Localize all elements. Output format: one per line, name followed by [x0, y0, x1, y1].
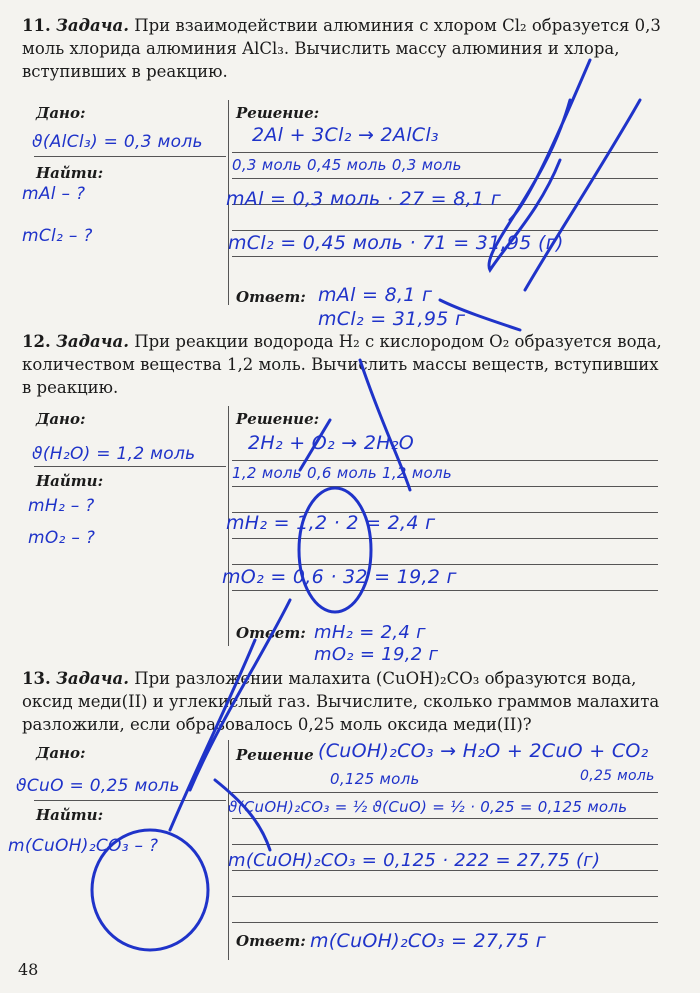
given-label: Дано:	[36, 410, 86, 428]
ruled-line	[232, 538, 658, 539]
given-divider	[34, 156, 226, 157]
solution-label: Решение:	[236, 104, 320, 122]
page-number: 48	[18, 960, 39, 979]
solution-line: mH₂ = 1,2 · 2 = 2,4 г	[226, 512, 436, 534]
given-divider	[34, 466, 226, 467]
task-13-statement	[22, 667, 672, 736]
ruled-line	[232, 486, 658, 487]
given-label: Дано:	[36, 104, 86, 122]
find-value: m(CuOH)₂CO₃ – ?	[8, 836, 159, 856]
ruled-line	[232, 460, 658, 461]
answer-line: mAl = 8,1 г	[318, 284, 433, 306]
answer-line: mH₂ = 2,4 г	[314, 622, 426, 643]
given-value: ϑ(AlCl₃) = 0,3 моль	[32, 132, 203, 152]
task-text: При взаимодействии алюминия с хлором Cl₂ образуется 0,3 моль хлорида алюминия AlCl₃. Вычислить массу алюминия и хлора, вступивших в реакцию.	[22, 16, 661, 81]
ruled-line	[232, 590, 658, 591]
ruled-line	[232, 564, 658, 565]
task-11-statement	[22, 14, 672, 83]
solution-line: mCl₂ = 0,45 моль · 71 = 31,95 (г)	[228, 232, 564, 254]
ruled-line	[232, 792, 658, 793]
find-value: mO₂ – ?	[28, 528, 96, 548]
task-number: 11.	[22, 16, 51, 35]
find-value: mH₂ – ?	[28, 496, 95, 516]
answer-line: m(CuOH)₂CO₃ = 27,75 г	[310, 930, 547, 952]
find-value: mAl – ?	[22, 184, 86, 204]
given-label: Дано:	[36, 744, 86, 762]
solution-line: ϑ(CuOH)₂CO₃ = ½ ϑ(CuO) = ½ · 0,25 = 0,125 моль	[228, 798, 628, 816]
ruled-line	[232, 230, 658, 231]
solution-line: (CuOH)₂CO₃ → H₂O + 2CuO + CO₂	[318, 740, 649, 762]
solution-line: 1,2 моль 0,6 моль 1,2 моль	[232, 464, 452, 482]
solution-line: mAl = 0,3 моль · 27 = 8,1 г	[226, 188, 501, 210]
solution-label: Решение	[236, 746, 314, 764]
find-label: Найти:	[36, 806, 104, 824]
ruled-line	[232, 896, 658, 897]
given-divider	[34, 800, 226, 801]
task-number: 13.	[22, 669, 51, 688]
answer-line: mCl₂ = 31,95 г	[318, 308, 466, 330]
solution-line: mO₂ = 0,6 · 32 = 19,2 г	[222, 566, 457, 588]
task-keyword: Задача.	[55, 332, 129, 351]
answer-line: mO₂ = 19,2 г	[314, 644, 439, 665]
given-value: ϑ(H₂O) = 1,2 моль	[32, 444, 196, 464]
ruled-line	[232, 256, 658, 257]
ruled-line	[232, 818, 658, 819]
solution-label: Решение:	[236, 410, 320, 428]
task-text: При реакции водорода H₂ с кислородом O₂ образуется вода, количеством вещества 1,2 моль. Вычислить массы веществ, вступивших в реакцию.	[22, 332, 662, 397]
task-keyword: Задача.	[55, 669, 129, 688]
solution-line: m(CuOH)₂CO₃ = 0,125 · 222 = 27,75 (г)	[228, 850, 601, 871]
solution-line: 2Al + 3Cl₂ → 2AlCl₃	[252, 124, 439, 146]
ruled-line	[232, 844, 658, 845]
answer-label: Ответ:	[236, 624, 306, 642]
scribble-circle	[299, 488, 371, 612]
solution-line: 0,3 моль 0,45 моль 0,3 моль	[232, 156, 462, 174]
given-value: ϑCuO = 0,25 моль	[16, 776, 180, 796]
ruled-line	[232, 922, 658, 923]
task-keyword: Задача.	[55, 16, 129, 35]
find-label: Найти:	[36, 164, 104, 182]
solution-line: 0,125 моль	[330, 770, 420, 788]
answer-label: Ответ:	[236, 932, 306, 950]
ruled-line	[232, 178, 658, 179]
task-12-statement	[22, 330, 672, 399]
ruled-line	[232, 152, 658, 153]
task-number: 12.	[22, 332, 51, 351]
answer-label: Ответ:	[236, 288, 306, 306]
solution-line: 0,25 моль	[580, 768, 655, 784]
task-text: При разложении малахита (CuOH)₂CO₃ образуются вода, оксид меди(II) и углекислый газ. Вычислите, сколько граммов малахита разложили, если образовалось 0,25 моль оксида меди(II)?	[22, 669, 660, 734]
solution-line: 2H₂ + O₂ → 2H₂O	[248, 432, 415, 454]
find-label: Найти:	[36, 472, 104, 490]
find-value: mCl₂ – ?	[22, 226, 93, 246]
